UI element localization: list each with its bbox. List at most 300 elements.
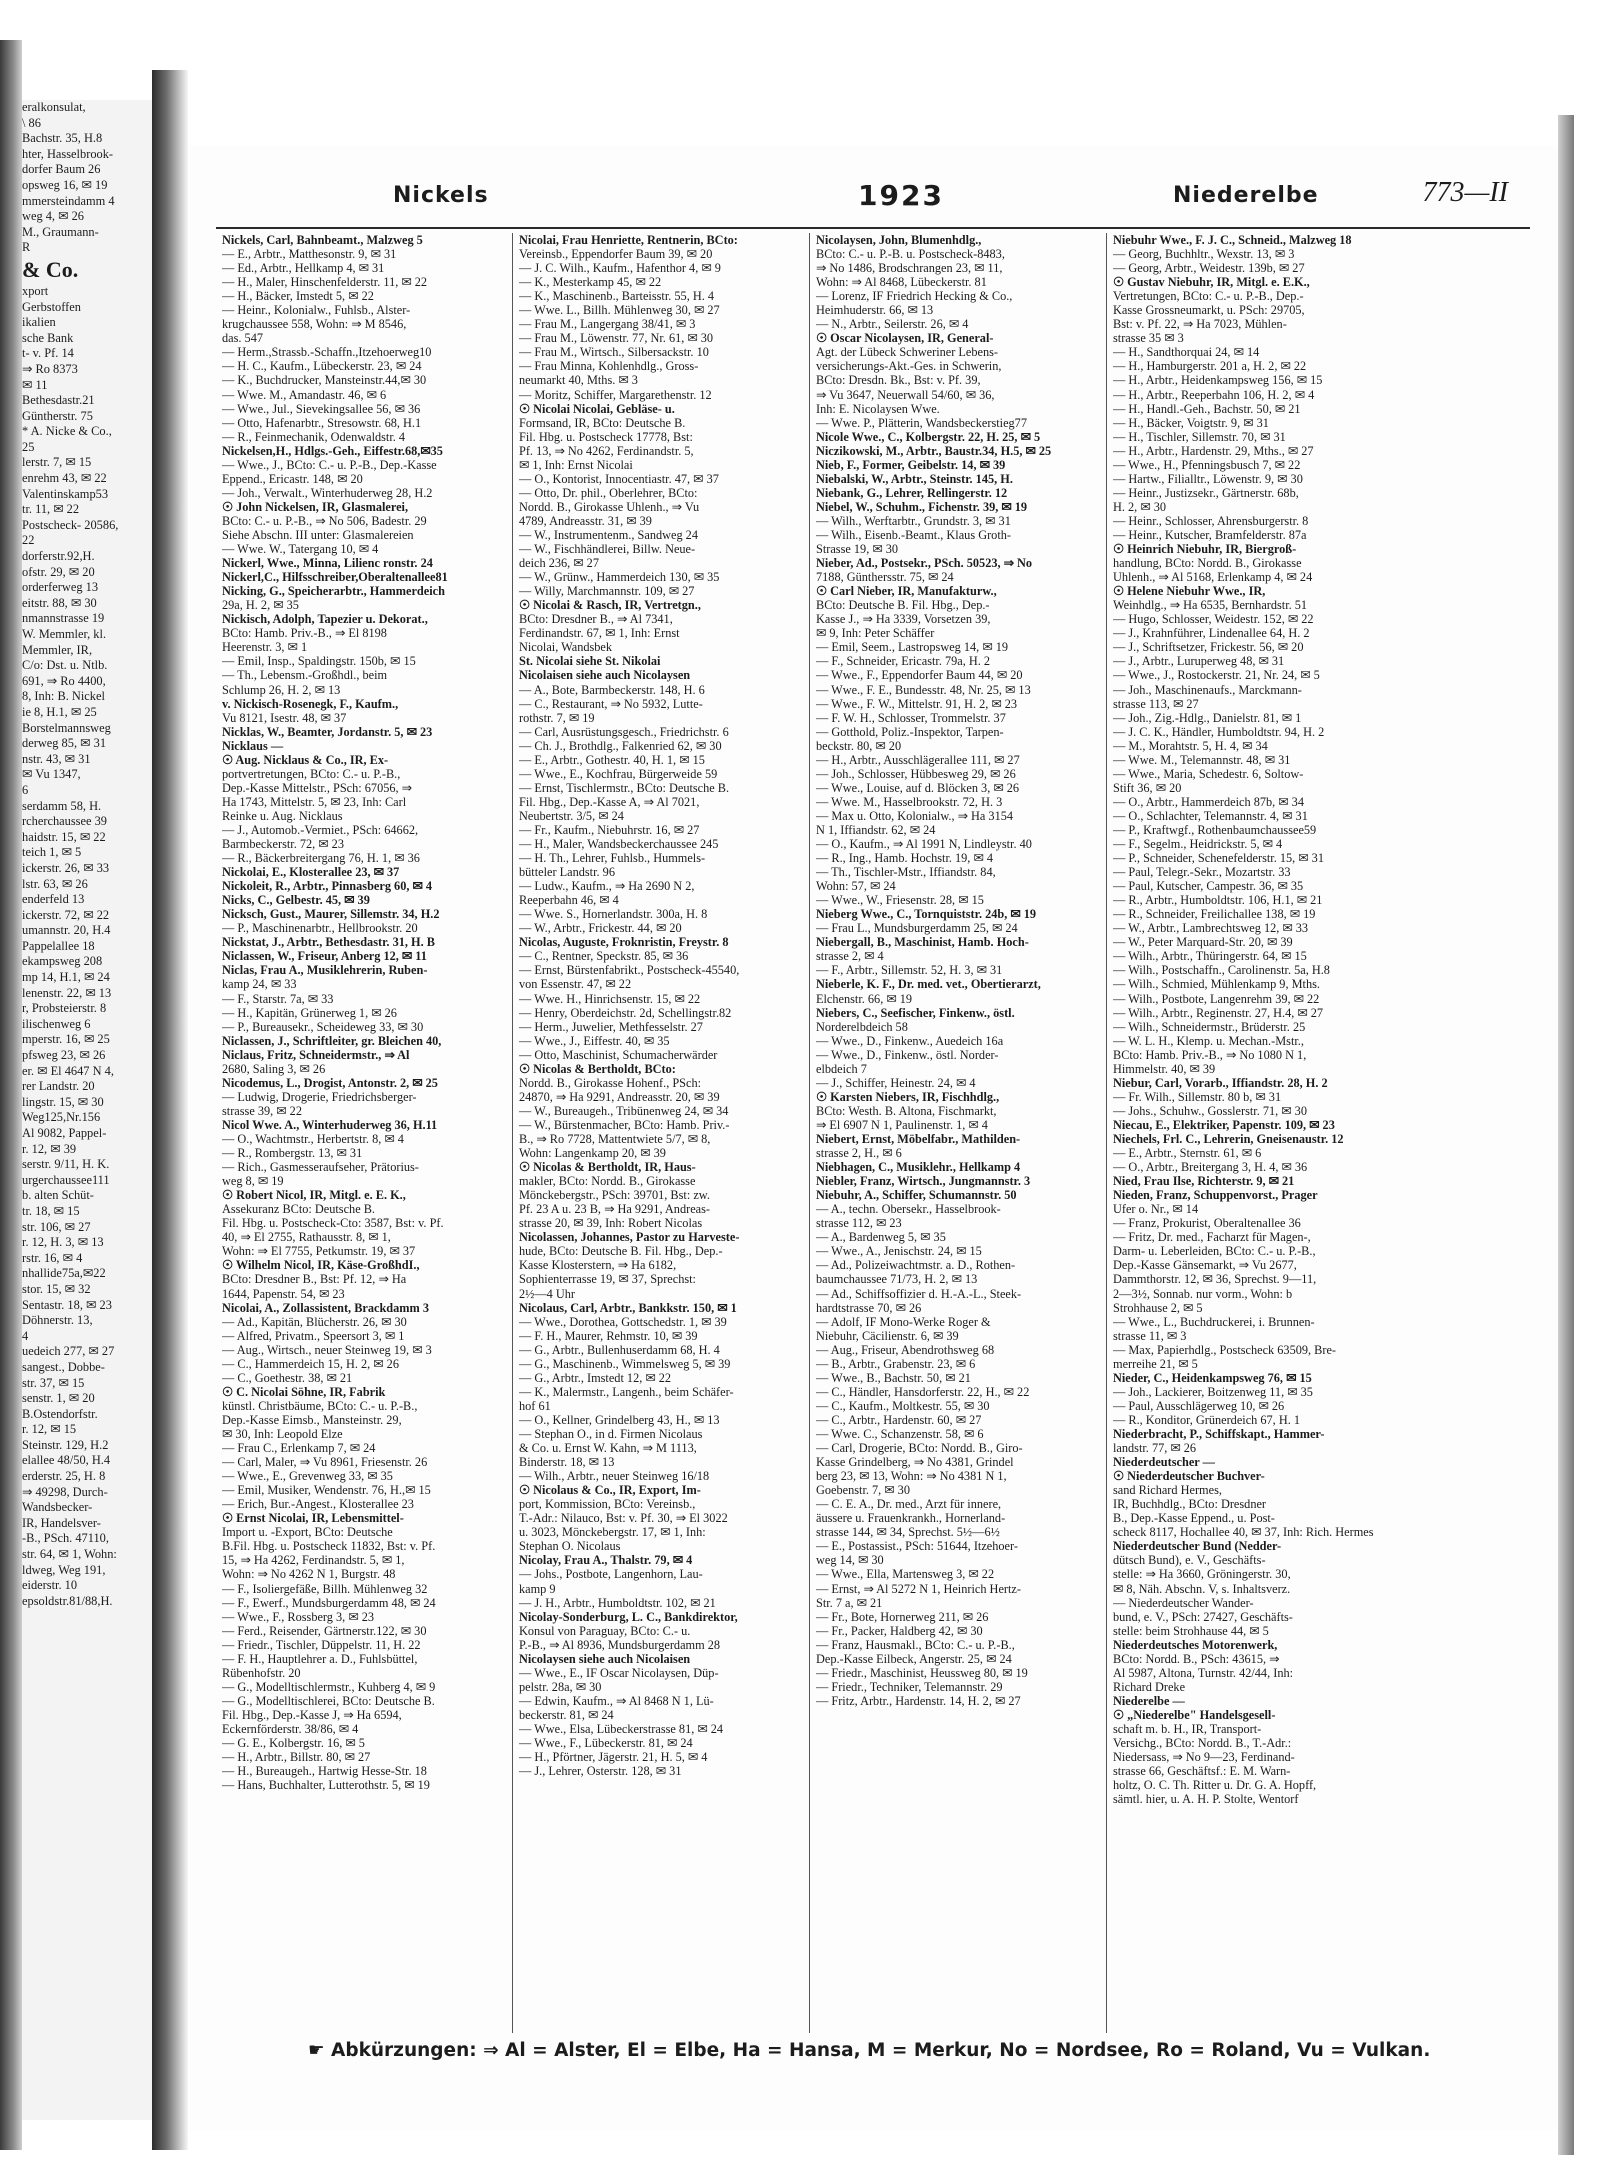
- directory-entry-line: Nicodemus, L., Drogist, Antonstr. 2, ✉ 25: [222, 1075, 438, 1090]
- directory-entry-line: — Georg, Arbtr., Weidestr. 139b, ✉ 27: [1113, 261, 1305, 276]
- prev-page-line: t- v. Pf. 14: [22, 346, 74, 361]
- directory-entry-line: ☉ Nicolai Nicolai, Gebläse- u.: [519, 401, 675, 416]
- directory-entry-line: — Ed., Arbtr., Hellkamp 4, ✉ 31: [222, 261, 385, 276]
- prev-page-line: C/o: Dst. u. Ntlb.: [22, 658, 108, 673]
- header-rule: [216, 227, 1530, 229]
- directory-entry-line: deich 236, ✉ 27: [519, 556, 599, 571]
- directory-entry-line: 2—3½, Sonnab. nur vorm., Wohn: b: [1113, 1286, 1293, 1301]
- prev-page-line: * A. Nicke & Co.,: [22, 424, 112, 439]
- directory-entry-line: strasse 112, ✉ 23: [816, 1216, 902, 1231]
- directory-entry-line: Niebhagen, C., Musiklehr., Hellkamp 4: [816, 1160, 1021, 1175]
- directory-entry-line: — Rich., Gasmesseraufseher, Prätorius-: [222, 1160, 419, 1175]
- directory-entry-line: Formsand, IR, BCto: Deutsche B.: [519, 415, 686, 430]
- prev-page-line: urgerchaussee111: [22, 1172, 110, 1187]
- prev-page-line: -B., PSch. 47110,: [22, 1531, 109, 1546]
- directory-entry-line: von Essenstr. 47, ✉ 22: [519, 977, 632, 992]
- directory-entry-line: Nicksch, Gust., Maurer, Sillemstr. 34, H.2: [222, 907, 440, 922]
- directory-entry-line: — F., Ewerf., Mundsburgerdamm 48, ✉ 24: [222, 1595, 436, 1610]
- directory-entry-line: — K., Malermstr., Langenh., beim Schäfer-: [519, 1384, 734, 1399]
- directory-entry-line: — Wwe., B., Bachstr. 50, ✉ 21: [816, 1370, 971, 1385]
- prev-page-line: 4: [22, 1328, 29, 1343]
- directory-entry-line: Nicklas, W., Beamter, Jordanstr. 5, ✉ 23: [222, 724, 433, 739]
- directory-entry-line: — Niederdeutscher Wander-: [1113, 1595, 1254, 1610]
- directory-entry-line: — E., Arbtr., Matthesonstr. 9, ✉ 31: [222, 247, 397, 262]
- directory-entry-line: — Carl, Maler, ⇒ Vu 8961, Friesenstr. 26: [222, 1455, 428, 1470]
- directory-entry-line: Ha 1743, Mittelstr. 5, ✉ 23, Inh: Carl: [222, 794, 407, 809]
- prev-page-line: dorfer Baum 26: [22, 162, 101, 177]
- directory-entry-line: Nicolas, Auguste, Froknristin, Freystr. 8: [519, 935, 729, 950]
- directory-entry-line: Heimhuderstr. 66, ✉ 13: [816, 303, 934, 318]
- directory-entry-line: Fil. Hbg., Dep.-Kasse J, ⇒ Ha 6594,: [222, 1707, 402, 1722]
- directory-entry-line: bund, e. V., PSch: 27427, Geschäfts-: [1113, 1609, 1293, 1624]
- directory-entry-line: — Frau Minna, Kohlenhdlg., Gross-: [519, 359, 699, 374]
- directory-entry-line: Uhlenh., ⇒ Al 5168, Erlenkamp 4, ✉ 24: [1113, 570, 1313, 585]
- directory-entry-line: beckstr. 80, ✉ 20: [816, 738, 902, 753]
- directory-entry-line: — Ludw., Kaufm., ⇒ Ha 2690 N 2,: [519, 879, 695, 894]
- directory-entry-line: — Wwe., Maria, Schedestr. 6, Soltow-: [1113, 766, 1304, 781]
- prev-page-line: tr. 18, ✉ 15: [22, 1203, 80, 1218]
- prev-page-line: str. 37, ✉ 15: [22, 1375, 85, 1390]
- directory-entry-line: — Aug., Wirtsch., neuer Steinweg 19, ✉ 3: [222, 1342, 432, 1357]
- directory-entry-line: — F. W. H., Schlosser, Trommelstr. 37: [816, 710, 1006, 725]
- directory-entry-line: Inh: E. Nicolaysen Wwe.: [816, 401, 940, 416]
- directory-entry-line: — Otto, Hafenarbtr., Stresowstr. 68, H.1: [222, 415, 422, 430]
- prev-page-line: haidstr. 15, ✉ 22: [22, 829, 106, 844]
- directory-entry-line: Niclaus, Fritz, Schneidermstr., ⇒ Al: [222, 1047, 410, 1062]
- directory-entry-line: — C., Hammerdeich 15, H. 2, ✉ 26: [222, 1356, 399, 1371]
- directory-entry-line: Fil. Hbg. u. Postscheck 17778, Bst:: [519, 429, 693, 444]
- directory-entry-line: Goebenstr. 7, ✉ 30: [816, 1483, 910, 1498]
- directory-entry-line: — J. C. K., Händler, Humboldtstr. 94, H. 2: [1113, 724, 1325, 739]
- directory-entry-line: — Johs., Postbote, Langenhorn, Lau-: [519, 1567, 703, 1582]
- directory-entry-line: P.-B., ⇒ Al 8936, Mundsburgerdamm 28: [519, 1637, 721, 1652]
- directory-entry-line: ☉ Carl Nieber, IR, Manufakturw.,: [816, 584, 997, 599]
- prev-page-line: IR, Handelsver-: [22, 1515, 101, 1530]
- directory-entry-line: — Wwe., H., Pfenningsbusch 7, ✉ 22: [1113, 457, 1301, 472]
- directory-entry-line: Nieberle, K. F., Dr. med. vet., Obertierarzt,: [816, 977, 1041, 992]
- directory-entry-line: künstl. Christbäume, BCto: C.- u. P.-B.,: [222, 1398, 418, 1413]
- directory-entry-line: Strasse 19, ✉ 30: [816, 542, 899, 557]
- prev-page-line: enderfeld 13: [22, 892, 85, 907]
- prev-page-line: Pappelallee 18: [22, 938, 95, 953]
- directory-entry-line: — W., Arbtr., Frickestr. 44, ✉ 20: [519, 921, 682, 936]
- directory-entry-line: — C., Arbtr., Hardenstr. 60, ✉ 27: [816, 1412, 982, 1427]
- directory-entry-line: — Wwe., F. E., Bundesstr. 48, Nr. 25, ✉ 13: [816, 682, 1031, 697]
- directory-entry-line: Ufer o. Nr., ✉ 14: [1113, 1202, 1199, 1217]
- directory-entry-line: — Hugo, Schlosser, Weidestr. 152, ✉ 22: [1113, 612, 1314, 627]
- directory-entry-line: Wohn: ⇒ No 4262 N 1, Burgstr. 48: [222, 1567, 396, 1582]
- directory-entry-line: strasse 39, ✉ 22: [222, 1103, 302, 1118]
- page-edge-right: [1558, 115, 1574, 2155]
- directory-entry-line: hude, BCto: Deutsche B. Fil. Hbg., Dep.-: [519, 1244, 723, 1259]
- prev-page-line: str. 64, ✉ 1, Wohn:: [22, 1547, 117, 1562]
- directory-entry-line: T.-Adr.: Nilauco, Bst: v. Pf. 30, ⇒ El 3022: [519, 1511, 728, 1526]
- directory-entry-line: St. Nicolai siehe St. Nikolai: [519, 654, 661, 669]
- directory-entry-line: — F., Schneider, Ericastr. 79a, H. 2: [816, 654, 991, 669]
- directory-entry-line: — Wwe. P., Plätterin, Wandsbeckerstieg77: [816, 415, 1027, 430]
- page-number: 773—II: [1422, 177, 1508, 208]
- prev-page-line: ekampsweg 208: [22, 954, 103, 969]
- directory-entry-line: berg 23, ✉ 13, Wohn: ⇒ No 4381 N 1,: [816, 1469, 1007, 1484]
- prev-page-line: str. 106, ✉ 27: [22, 1219, 91, 1234]
- prev-page-line: sche Bank: [22, 330, 74, 345]
- prev-page-line: xport: [22, 283, 49, 298]
- prev-page-line: M., Graumann-: [22, 224, 99, 239]
- directory-entry-line: — Heinr., Kolonialw., Fuhlsb., Alster-: [222, 303, 411, 318]
- header-right-keyword: Niederelbe: [1173, 183, 1319, 208]
- prev-page-line: eiderstr. 10: [22, 1578, 78, 1593]
- directory-column-1: [216, 233, 513, 2033]
- directory-entry-line: — Wilh., Arbtr., Thüringerstr. 64, ✉ 15: [1113, 949, 1307, 964]
- directory-entry-line: ☉ Heinrich Niebuhr, IR, Biergroß-: [1113, 542, 1297, 557]
- directory-entry-line: — G., Modelltischlermstr., Kuhberg 4, ✉ 9: [222, 1679, 436, 1694]
- directory-entry-line: Niclas, Frau A., Musiklehrerin, Ruben-: [222, 963, 428, 978]
- directory-column-2: [513, 233, 810, 2033]
- directory-entry-line: Nicol Wwe. A., Winterhuderweg 36, H.11: [222, 1117, 438, 1132]
- directory-entry-line: — Hans, Buchhalter, Lutterothstr. 5, ✉ 19: [222, 1778, 430, 1793]
- directory-entry-line: — A., techn. Obersekr., Hasselbrook-: [816, 1202, 1001, 1217]
- directory-entry-line: ✉ 9, Inh: Peter Schäffer: [816, 626, 935, 641]
- directory-entry-line: & Co. u. Ernst W. Kahn, ⇒ M 1113,: [519, 1441, 697, 1456]
- directory-entry-line: IR, Buchhdlg., BCto: Dresdner: [1113, 1497, 1267, 1512]
- directory-entry-line: — Wwe. L., Billh. Mühlenweg 30, ✉ 27: [519, 303, 720, 318]
- directory-entry-line: — Wwe., E., IF Oscar Nicolaysen, Düp-: [519, 1665, 719, 1680]
- directory-entry-line: Nieder, C., Heidenkampsweg 76, ✉ 15: [1113, 1370, 1312, 1385]
- prev-page-line: tr. 11, ✉ 22: [22, 502, 80, 517]
- directory-entry-line: — C., Restaurant, ⇒ No 5932, Lutte-: [519, 696, 703, 711]
- prev-page-line: Valentinskamp53: [22, 486, 109, 501]
- prev-page-line: ofstr. 29, ✉ 20: [22, 564, 95, 579]
- directory-entry-line: ⇒ Vu 3647, Neuerwall 54/60, ✉ 36,: [816, 387, 995, 402]
- directory-entry-line: Niebuhr, Cäcilienstr. 6, ✉ 39: [816, 1328, 959, 1343]
- directory-entry-line: — Heinr., Kutscher, Bramfelderstr. 87a: [1113, 527, 1307, 542]
- directory-entry-line: weg 14, ✉ 30: [816, 1553, 884, 1568]
- directory-entry-line: BCto: Westh. B. Altona, Fischmarkt,: [816, 1103, 997, 1118]
- directory-entry-line: v. Nickisch-Rosenegk, F., Kaufm.,: [222, 696, 399, 711]
- directory-entry-line: elbdeich 7: [816, 1061, 867, 1076]
- directory-entry-line: — Wwe. C., Schanzenstr. 58, ✉ 6: [816, 1426, 984, 1441]
- directory-entry-line: — W. L. H., Klemp. u. Mechan.-Mstr.,: [1113, 1033, 1304, 1048]
- prev-page-line: B.Ostendorfstr.: [22, 1406, 98, 1421]
- directory-entry-line: Niechels, Frl. C., Lehrerin, Gneisenaustr. 12: [1113, 1132, 1344, 1146]
- directory-entry-line: Nicking, G., Speicherarbtr., Hammerdeich: [222, 584, 445, 599]
- directory-entry-line: — W., Arbtr., Lambrechtsweg 12, ✉ 33: [1113, 921, 1309, 936]
- prev-page-line: 8, Inh: B. Nickel: [22, 689, 105, 704]
- directory-entry-line: ☉ Niederdeutscher Buchver-: [1113, 1469, 1265, 1484]
- directory-entry-line: — Wwe., Elsa, Lübeckerstrasse 81, ✉ 24: [519, 1721, 724, 1736]
- directory-entry-line: — G., Modelltischlerei, BCto: Deutsche B.: [222, 1693, 435, 1708]
- directory-entry-line: — G., Maschinenb., Wimmelsweg 5, ✉ 39: [519, 1356, 731, 1371]
- prev-page-line: dorferstr.92,H.: [22, 549, 95, 564]
- directory-entry-line: Nieber, Ad., Postsekr., PSch. 50523, ⇒ No: [816, 556, 1033, 571]
- directory-entry-line: — M., Morahtstr. 5, H. 4, ✉ 34: [1113, 738, 1268, 753]
- directory-entry-line: Nickoleit, R., Arbtr., Pinnasberg 60, ✉ 4: [222, 879, 433, 894]
- directory-entry-line: — Wilh., Werftarbtr., Grundstr. 3, ✉ 31: [816, 513, 1011, 528]
- directory-entry-line: — Wwe., W., Friesenstr. 28, ✉ 15: [816, 893, 984, 908]
- directory-entry-line: Vu 8121, Isestr. 48, ✉ 37: [222, 710, 347, 725]
- directory-entry-line: — O., Wachtmstr., Herbertstr. 8, ✉ 4: [222, 1132, 404, 1146]
- directory-entry-line: — Wwe., J., BCto: C.- u. P.-B., Dep.-Kasse: [222, 457, 437, 472]
- directory-entry-line: — P., Maschinenarbtr., Hellbrookstr. 20: [222, 921, 418, 936]
- directory-entry-line: — G., Arbtr., Imstedt 12, ✉ 22: [519, 1370, 672, 1385]
- directory-entry-line: Norderelbdeich 58: [816, 1019, 908, 1034]
- prev-page-line: Bachstr. 35, H.8: [22, 131, 103, 146]
- directory-entry-line: ☉ Robert Nicol, IR, Mitgl. e. E. K.,: [222, 1188, 406, 1203]
- directory-column-4: [1107, 233, 1404, 2033]
- directory-entry-line: Nieden, Franz, Schuppenvorst., Prager: [1113, 1188, 1318, 1203]
- prev-page-line: lerstr. 7, ✉ 15: [22, 455, 92, 470]
- header-year: 1923: [858, 179, 944, 212]
- directory-entry-line: — Fritz, Dr. med., Facharzt für Magen-,: [1113, 1230, 1311, 1245]
- directory-entry-line: — O., Arbtr., Hammerdeich 87b, ✉ 34: [1113, 794, 1304, 809]
- directory-entry-line: Siehe Abschn. III unter: Glasmalereien: [222, 527, 414, 542]
- directory-entry-line: 24870, ⇒ Ha 9291, Andreasstr. 20, ✉ 39: [519, 1089, 720, 1104]
- directory-entry-line: — Joh., Lackierer, Boitzenweg 11, ✉ 35: [1113, 1384, 1313, 1399]
- directory-entry-line: ☉ Karsten Niebers, IR, Fischhdlg.,: [816, 1089, 1000, 1104]
- prev-page-line: Gerbstoffen: [22, 299, 81, 314]
- directory-entry-line: — F., Segelm., Heidrickstr. 5, ✉ 4: [1113, 837, 1283, 852]
- directory-entry-line: — H., Arbtr., Ausschlägerallee 111, ✉ 27: [816, 752, 1020, 767]
- directory-entry-line: Vereinsb., Eppendorfer Baum 39, ✉ 20: [519, 247, 713, 262]
- prev-page-line: hter, Hasselbrook-: [22, 146, 114, 161]
- directory-entry-line: Niederdeutscher —: [1113, 1455, 1215, 1470]
- directory-entry-line: Niebuhr, A., Schiffer, Schumannstr. 50: [816, 1188, 1017, 1203]
- prev-page-line: Wandsbecker-: [22, 1500, 93, 1515]
- directory-entry-line: Nied, Frau Ilse, Richterstr. 9, ✉ 21: [1113, 1174, 1295, 1189]
- directory-entry-line: schaft m. b. H., IR, Transport-: [1113, 1721, 1262, 1736]
- directory-entry-line: Nordd. B., Girokasse Hohenf., PSch:: [519, 1075, 702, 1090]
- directory-entry-line: hardtstrasse 70, ✉ 26: [816, 1300, 922, 1315]
- directory-entry-line: strasse 2, ✉ 4: [816, 949, 884, 964]
- directory-entry-line: BCto: Dresdner B., Bst: Pf. 12, ⇒ Ha: [222, 1272, 407, 1287]
- directory-entry-line: — O., Schlachter, Telemannstr. 4, ✉ 31: [1113, 808, 1308, 823]
- directory-entry-line: ☉ Helene Niebuhr Wwe., IR,: [1113, 584, 1266, 599]
- directory-entry-line: — F., Starstr. 7a, ✉ 33: [222, 991, 334, 1006]
- directory-entry-line: Nickolai, E., Klosterallee 23, ✉ 37: [222, 865, 400, 880]
- directory-entry-line: — Wwe., Louise, auf d. Blöcken 3, ✉ 26: [816, 780, 1020, 795]
- directory-entry-line: — Aug., Friseur, Abendrothsweg 68: [816, 1342, 995, 1357]
- prev-page-line: rstr. 16, ✉ 4: [22, 1250, 83, 1265]
- directory-entry-line: — Wwe., D., Finkenw., Auedeich 16a: [816, 1033, 1004, 1048]
- prev-page-line: enrehm 43, ✉ 22: [22, 471, 107, 486]
- prev-page-line: lenenstr. 22, ✉ 13: [22, 985, 112, 1000]
- directory-entry-line: Niclassen, J., Schriftleiter, gr. Bleichen 40,: [222, 1033, 442, 1048]
- directory-entry-line: ☉ Aug. Nicklaus & Co., IR, Ex-: [222, 752, 389, 767]
- prev-page-line: serstr. 9/11, H. K.: [22, 1157, 110, 1172]
- directory-entry-line: — H., Pförtner, Jägerstr. 21, H. 5, ✉ 4: [519, 1750, 708, 1765]
- directory-entry-line: Nicolaisen siehe auch Nicolaysen: [519, 668, 691, 683]
- directory-entry-line: — H., Arbtr., Hardenstr. 29, Mths., ✉ 27: [1113, 443, 1314, 458]
- prev-page-line: senstr. 1, ✉ 20: [22, 1391, 95, 1406]
- prev-page-line: 691, ⇒ Ro 4400,: [22, 673, 106, 688]
- directory-entry-line: — O., Kellner, Grindelberg 43, H., ✉ 13: [519, 1412, 720, 1427]
- directory-entry-line: Stift 36, ✉ 20: [1113, 780, 1182, 795]
- directory-entry-line: — Wwe., E., Kochfrau, Bürgerweide 59: [519, 766, 718, 781]
- directory-entry-line: strasse 11, ✉ 3: [1113, 1328, 1187, 1343]
- directory-entry-line: Pf. 13, ⇒ No 4262, Ferdinandstr. 5,: [519, 443, 694, 458]
- directory-entry-line: Niebergall, B., Maschinist, Hamb. Hoch-: [816, 935, 1029, 950]
- directory-entry-line: — Heinr., Justizsekr., Gärtnerstr. 68b,: [1113, 485, 1299, 500]
- directory-entry-line: sämtl. hier, u. A. H. P. Stolte, Wentorf: [1113, 1792, 1299, 1807]
- directory-entry-line: Niebers, C., Seefischer, Finkenw., östl.: [816, 1005, 1015, 1020]
- directory-entry-line: Niebler, Franz, Wirtsch., Jungmannstr. 3: [816, 1174, 1031, 1189]
- directory-entry-line: Nordd. B., Girokasse Uhlenh., ⇒ Vu: [519, 499, 700, 514]
- directory-entry-line: Dep.-Kasse Gänsemarkt, ⇒ Vu 2677,: [1113, 1258, 1297, 1273]
- directory-entry-line: Kasse Grindelberg, ⇒ No 4381, Grindel: [816, 1455, 1014, 1470]
- directory-entry-line: — Wwe., J., Rostockerstr. 21, Nr. 24, ✉ 5: [1113, 668, 1320, 683]
- directory-entry-line: — W., Fischhändlerei, Billw. Neue-: [519, 542, 696, 557]
- directory-entry-line: — Georg, Buchhltr., Wexstr. 13, ✉ 3: [1113, 247, 1295, 262]
- prev-page-line: nmannstrasse 19: [22, 611, 105, 626]
- directory-entry-line: — R., Ing., Hamb. Hochstr. 19, ✉ 4: [816, 851, 993, 866]
- prev-page-line: mmersteindamm 4: [22, 193, 115, 208]
- directory-entry-line: — Wwe., Jul., Sievekingsallee 56, ✉ 36: [222, 401, 421, 416]
- directory-entry-line: — N., Arbtr., Seilerstr. 26, ✉ 4: [816, 317, 969, 332]
- directory-entry-line: Eckernförderstr. 38/86, ✉ 4: [222, 1721, 359, 1736]
- directory-entry-line: B.Fil. Hbg. u. Postscheck 11832, Bst: v. Pf.: [222, 1539, 436, 1554]
- directory-entry-line: — Friedr., Maschinist, Heussweg 80, ✉ 19: [816, 1665, 1028, 1680]
- prev-page-line: 22: [22, 533, 35, 548]
- directory-entry-line: kamp 9: [519, 1581, 556, 1596]
- directory-entry-line: Nicolay-Sonderburg, L. C., Bankdirektor,: [519, 1609, 738, 1624]
- directory-entry-line: — Ernst, ⇒ Al 5272 N 1, Heinrich Hertz-: [816, 1581, 1021, 1596]
- prev-page-line: pfsweg 23, ✉ 26: [22, 1048, 106, 1063]
- directory-entry-line: — Wilh., Schmied, Mühlenkamp 9, Mths.: [1113, 977, 1320, 992]
- directory-entry-line: — F., Isoliergefäße, Billh. Mühlenweg 32: [222, 1581, 428, 1596]
- directory-entry-line: Dammthorstr. 12, ✉ 36, Sprechst. 9—11,: [1113, 1272, 1317, 1287]
- directory-entry-line: — Ernst, Tischlermstr., BCto: Deutsche B.: [519, 780, 730, 795]
- prev-page-line: r. 12, ✉ 15: [22, 1422, 77, 1437]
- directory-entry-line: scheck 8117, Hochallee 40, ✉ 37, Inh: Rich. Hermes: [1113, 1525, 1374, 1540]
- directory-entry-line: — Emil, Seem., Lastropsweg 14, ✉ 19: [816, 640, 1009, 655]
- directory-entry-line: — Alfred, Privatm., Speersort 3, ✉ 1: [222, 1328, 405, 1343]
- prev-page-line: ickerstr. 26, ✉ 33: [22, 860, 110, 875]
- directory-entry-line: Nickerl, Wwe., Minna, Lilienc ronstr. 24: [222, 556, 433, 571]
- directory-entry-line: ☉ John Nickelsen, IR, Glasmalerei,: [222, 499, 409, 514]
- directory-entry-line: ⇒ El 6907 N 1, Paulinenstr. 1, ✉ 4: [816, 1117, 988, 1132]
- directory-entry-line: — R., Bäckerbreitergang 76, H. 1, ✉ 36: [222, 851, 420, 866]
- prev-page-line: rer Landstr. 20: [22, 1079, 95, 1094]
- directory-entry-line: portvertretungen, BCto: C.- u. P.-B.,: [222, 766, 401, 781]
- directory-entry-line: — Wwe. S., Hornerlandstr. 300a, H. 8: [519, 907, 708, 922]
- directory-entry-line: strasse 113, ✉ 27: [1113, 696, 1199, 711]
- directory-entry-line: — Hartw., Filialltr., Löwenstr. 9, ✉ 30: [1113, 471, 1303, 486]
- directory-entry-line: 7188, Günthersstr. 75, ✉ 24: [816, 570, 954, 585]
- directory-entry-line: Al 5987, Altona, Turnstr. 42/44, Inh:: [1113, 1665, 1294, 1680]
- directory-entry-line: Fil. Hbg. u. Postscheck-Cto: 3587, Bst: v. Pf.: [222, 1216, 444, 1231]
- directory-entry-line: — Moritz, Schiffer, Margarethenstr. 12: [519, 387, 712, 402]
- directory-entry-line: Heerenstr. 3, ✉ 1: [222, 640, 308, 655]
- directory-entry-line: 2680, Saling 3, ✉ 26: [222, 1061, 326, 1076]
- directory-entry-line: BCto: C.- u. P.-B., ⇒ No 506, Badestr. 29: [222, 513, 427, 528]
- directory-entry-line: — C., Rentner, Speckstr. 85, ✉ 36: [519, 949, 689, 964]
- directory-entry-line: Niclassen, W., Friseur, Anberg 12, ✉ 11: [222, 949, 427, 964]
- directory-entry-line: Schlump 26, H. 2, ✉ 13: [222, 682, 341, 697]
- directory-entry-line: ☉ Wilhelm Nicol, IR, Käse-GroßhdI.,: [222, 1258, 420, 1273]
- directory-entry-line: Niederdeutscher Bund (Nedder-: [1113, 1539, 1282, 1554]
- directory-entry-line: port, Kommission, BCto: Vereinsb.,: [519, 1497, 696, 1512]
- directory-entry-line: Niebert, Ernst, Möbelfabr., Mathilden-: [816, 1132, 1021, 1146]
- directory-column-3: [810, 233, 1107, 2033]
- directory-entry-line: — Ferd., Reisender, Gärtnerstr.122, ✉ 30: [222, 1623, 427, 1638]
- directory-entry-line: Strohhause 2, ✉ 5: [1113, 1300, 1203, 1315]
- directory-entry-line: — H., Maler, Wandsbeckerchaussee 245: [519, 837, 719, 852]
- directory-entry-line: Ferdinandstr. 67, ✉ 1, Inh: Ernst: [519, 626, 680, 641]
- directory-entry-line: Niederdeutsches Motorenwerk,: [1113, 1637, 1278, 1652]
- directory-entry-line: — H., Arbtr., Heidenkampsweg 156, ✉ 15: [1113, 373, 1323, 388]
- directory-entry-line: Mönckebergstr., PSch: 39701, Bst: zw.: [519, 1188, 710, 1203]
- directory-entry-line: B., ⇒ Ro 7728, Mattentwiete 5/7, ✉ 8,: [519, 1132, 711, 1146]
- directory-entry-line: — C. E. A., Dr. med., Arzt für innere,: [816, 1497, 1002, 1512]
- prev-page-line: uedeich 277, ✉ 27: [22, 1344, 115, 1359]
- directory-entry-line: baumchaussee 71/73, H. 2, ✉ 13: [816, 1272, 978, 1287]
- directory-entry-line: — Wwe., F., Eppendorfer Baum 44, ✉ 20: [816, 668, 1023, 683]
- directory-entry-line: — Friedr., Tischler, Düppelstr. 11, H. 22: [222, 1637, 421, 1652]
- directory-entry-line: — Wwe. M., Telemannstr. 48, ✉ 31: [1113, 752, 1291, 767]
- directory-entry-line: ⇒ No 1486, Brodschrangen 23, ✉ 11,: [816, 261, 1003, 276]
- prev-page-line: Memmler, IR,: [22, 642, 93, 657]
- prev-page-line: \ 86: [22, 115, 41, 130]
- directory-entry-line: — Ad., Kapitän, Blücherstr. 26, ✉ 30: [222, 1314, 407, 1329]
- directory-entry-line: — E., Arbtr., Sternstr. 61, ✉ 6: [1113, 1146, 1262, 1161]
- directory-entry-line: — Adolf, IF Mono-Werke Roger &: [816, 1314, 991, 1329]
- directory-entry-line: ☉ Oscar Nicolaysen, IR, General-: [816, 331, 994, 346]
- directory-entry-line: — Wwe., Dorothea, Gottschedstr. 1, ✉ 39: [519, 1314, 727, 1329]
- prev-page-line: mp 14, H.1, ✉ 24: [22, 970, 110, 985]
- directory-entry-line: — F., Arbtr., Sillemstr. 52, H. 3, ✉ 31: [816, 963, 1003, 978]
- directory-entry-line: Nickstat, J., Arbtr., Bethesdastr. 31, H. B: [222, 935, 435, 950]
- directory-entry-line: strasse 20, ✉ 39, Inh: Robert Nicolas: [519, 1216, 703, 1231]
- directory-entry-line: Niederelbe —: [1113, 1693, 1185, 1708]
- directory-entry-line: u. 3023, Mönckebergstr. 17, ✉ 1, Inh:: [519, 1525, 706, 1540]
- directory-entry-line: — Wwe., A., Jenischstr. 24, ✉ 15: [816, 1244, 982, 1259]
- directory-entry-line: — Th., Tischler-Mstr., Iffiandstr. 84,: [816, 865, 996, 880]
- prev-page-line: lstr. 63, ✉ 26: [22, 876, 88, 891]
- directory-entry-line: ✉ 1, Inh: Ernst Nicolai: [519, 457, 633, 472]
- directory-entry-line: Richard Dreke: [1113, 1679, 1186, 1694]
- directory-entry-line: — F. H., Maurer, Rehmstr. 10, ✉ 39: [519, 1328, 698, 1343]
- directory-entry-line: BCto: Dresdn. Bk., Bst: v. Pf. 39,: [816, 373, 981, 388]
- directory-entry-line: — Wilh., Eisenb.-Beamt., Klaus Groth-: [816, 527, 1011, 542]
- directory-entry-line: — G. E., Kolbergstr. 16, ✉ 5: [222, 1736, 365, 1751]
- directory-entry-line: Niecau, E., Elektriker, Papenstr. 109, ✉ 23: [1113, 1117, 1335, 1132]
- prev-page-line: weg 4, ✉ 26: [22, 209, 85, 224]
- directory-entry-line: weg 8, ✉ 19: [222, 1174, 284, 1189]
- directory-entry-line: — Fr., Packer, Haldberg 42, ✉ 30: [816, 1623, 983, 1638]
- directory-entry-line: Wohn: Langenkamp 20, ✉ 39: [519, 1146, 666, 1161]
- directory-entry-line: Kasse Grossneumarkt, u. PSch: 29705,: [1113, 303, 1305, 318]
- directory-entry-line: krugchaussee 558, Wohn: ⇒ M 8546,: [222, 317, 407, 332]
- directory-entry-line: — Emil, Musiker, Wendenstr. 76, H.,✉ 15: [222, 1483, 431, 1498]
- prev-page-line: 6: [22, 782, 29, 797]
- prev-page-line: Weg125,Nr.156: [22, 1110, 101, 1125]
- directory-entry-line: — Henry, Oberdeichstr. 2d, Schellingstr.82: [519, 1005, 732, 1020]
- directory-entry-line: das. 547: [222, 331, 263, 346]
- directory-entry-line: Str. 7 a, ✉ 21: [816, 1595, 883, 1610]
- prev-page-line: b. alten Schüt-: [22, 1188, 94, 1203]
- directory-entry-line: — Wilh., Schneidermstr., Brüderstr. 25: [1113, 1019, 1306, 1034]
- prev-page-line: lingstr. 15, ✉ 30: [22, 1094, 104, 1109]
- directory-entry-line: Wohn: ⇒ El 7755, Petkumstr. 19, ✉ 37: [222, 1244, 416, 1259]
- prev-page-line: eitstr. 88, ✉ 30: [22, 595, 97, 610]
- prev-page-line: Borstelmannsweg: [22, 720, 111, 735]
- directory-entry-line: — Ludwig, Drogerie, Friedrichsberger-: [222, 1089, 417, 1104]
- directory-entry-line: — H., Kapitän, Grünerweg 1, ✉ 26: [222, 1005, 397, 1020]
- prev-page-line: orderferweg 13: [22, 580, 99, 595]
- directory-entry-line: — R., Schneider, Freilichallee 138, ✉ 19: [1113, 907, 1316, 922]
- directory-entry-line: — P., Schneider, Schenefelderstr. 15, ✉ 31: [1113, 851, 1324, 866]
- directory-entry-line: Darm- u. Leberleiden, BCto: C.- u. P.-B.,: [1113, 1244, 1316, 1259]
